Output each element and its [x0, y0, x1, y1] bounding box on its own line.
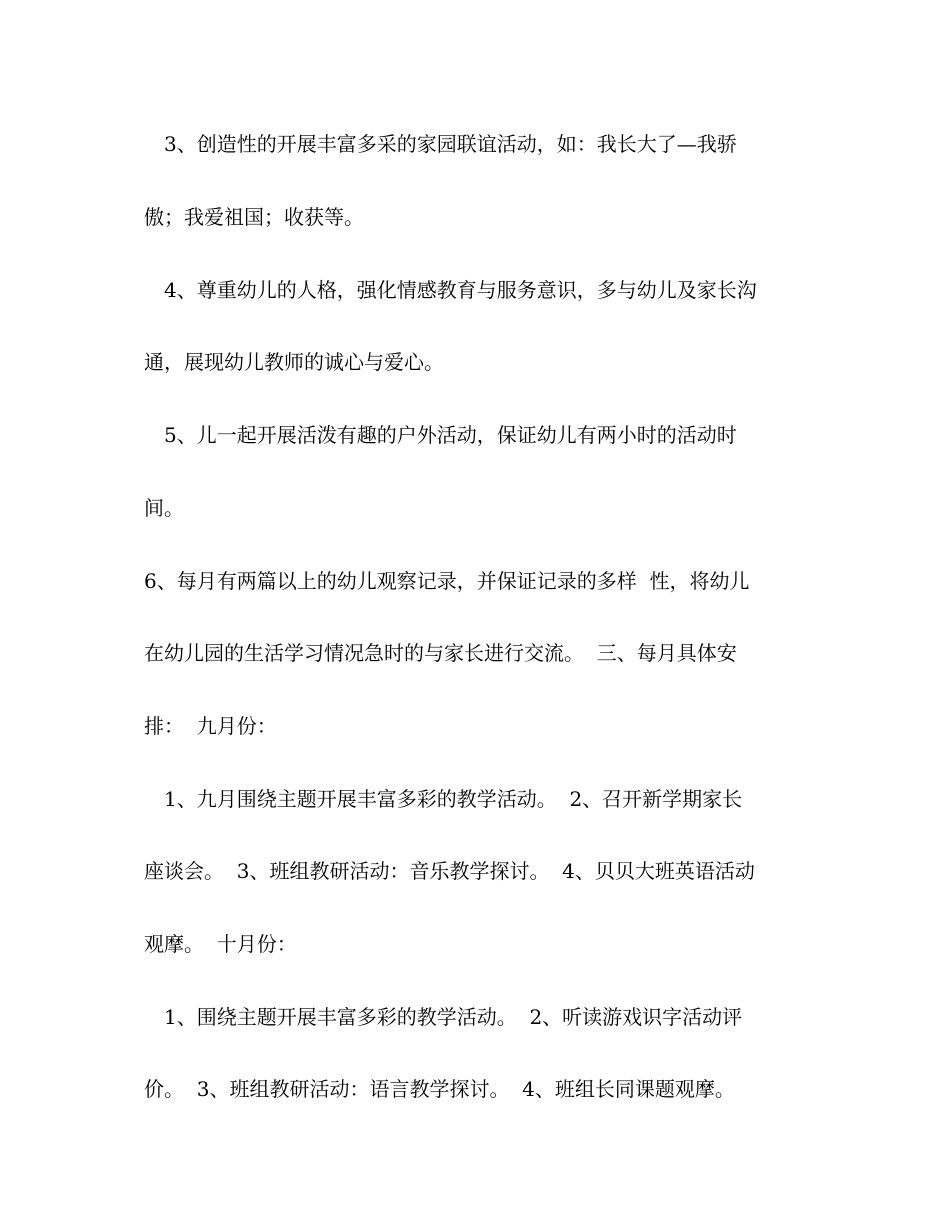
paragraph-line: 在幼儿园的生活学习情况急时的与家长进行交流。 三、每月具体安 — [144, 641, 737, 665]
paragraph-line: 1、九月围绕主题开展丰富多彩的教学活动。 2、召开新学期家长 — [164, 787, 743, 811]
paragraph-line: 3、创造性的开展丰富多采的家园联谊活动，如：我长大了—我骄 — [164, 132, 737, 156]
paragraph-line: 1、围绕主题开展丰富多彩的教学活动。 2、听读游戏识字活动评 — [164, 1005, 743, 1029]
paragraph-line: 座谈会。 3、班组教研活动：音乐教学探讨。 4、贝贝大班英语活动 — [144, 859, 755, 883]
paragraph-line: 傲；我爱祖国；收获等。 — [144, 205, 364, 229]
paragraph-line: 观摩。 十月份： — [144, 932, 297, 956]
paragraph-line: 4、尊重幼儿的人格，强化情感教育与服务意识，多与幼儿及家长沟 — [164, 278, 757, 302]
paragraph-line: 排： 九月份： — [144, 714, 277, 738]
paragraph-line: 5、儿一起开展活泼有趣的户外活动，保证幼儿有两小时的活动时 — [164, 423, 737, 447]
paragraph-line: 6、每月有两篇以上的幼儿观察记录，并保证记录的多样 性，将幼儿 — [144, 569, 750, 593]
paragraph-line: 间。 — [144, 496, 184, 520]
paragraph-line: 通，展现幼儿教师的诚心与爱心。 — [144, 350, 444, 374]
paragraph-line: 价。 3、班组教研活动：语言教学探讨。 4、班组长同课题观摩。 — [144, 1077, 735, 1101]
